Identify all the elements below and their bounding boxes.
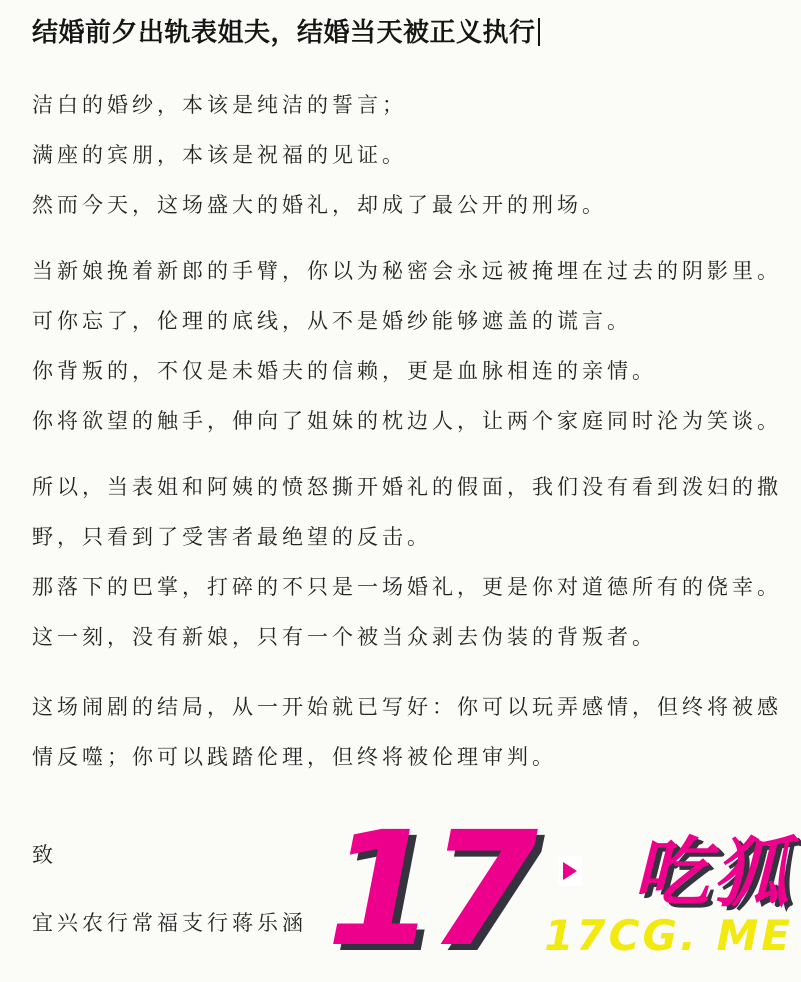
article-title-text: 结婚前夕出轨表姐夫，结婚当天被正义执行 (32, 18, 536, 48)
text-line: 情反噬；你可以践踏伦理，但终将被伦理审判。 (32, 745, 557, 769)
text-line: 所以，当表姐和阿姨的愤怒撕开婚礼的假面，我们没有看到泼妇的撒 (32, 475, 782, 499)
watermark-domain-text: 17CG. ME (544, 910, 793, 960)
text-line: 野，只看到了受害者最绝望的反击。 (32, 525, 432, 549)
paragraph (32, 682, 782, 782)
text-line: 你将欲望的触手，伸向了姐妹的枕边人，让两个家庭同时沦为笑谈。 (32, 409, 782, 433)
signature: 宜兴农行常福支行蒋乐涵 (32, 911, 307, 935)
text-line: 你背叛的，不仅是未婚夫的信赖，更是血脉相连的亲情。 (32, 359, 657, 383)
text-line: 然而今天，这场盛大的婚礼，却成了最公开的刑场。 (32, 193, 607, 217)
article-title[interactable] (32, 16, 773, 50)
salutation: 致 (32, 843, 57, 867)
paragraph (32, 462, 782, 662)
text-line: 那落下的巴掌，打碎的不只是一场婚礼，更是你对道德所有的侥幸。 (32, 575, 782, 599)
text-line: 可你忘了，伦理的底线，从不是婚纱能够遮盖的谎言。 (32, 309, 632, 333)
text-cursor (538, 18, 540, 46)
watermark-brand-text: 吃狐 (633, 827, 793, 917)
text-line: 洁白的婚纱，本该是纯洁的誓言； (32, 93, 407, 117)
text-line: 当新娘挽着新郎的手臂，你以为秘密会永远被掩埋在过去的阴影里。 (32, 259, 782, 283)
text-line: 满座的宾朋，本该是祝福的见证。 (32, 143, 407, 167)
watermark-numeral: 17 (326, 797, 531, 982)
closing-block (32, 830, 773, 948)
text-line: 这一刻，没有新娘，只有一个被当众剥去伪装的背叛者。 (32, 625, 657, 649)
paragraph (32, 80, 773, 230)
paragraph (32, 246, 782, 446)
text-line: 这场闹剧的结局，从一开始就已写好：你可以玩弄感情，但终将被感 (32, 695, 782, 719)
